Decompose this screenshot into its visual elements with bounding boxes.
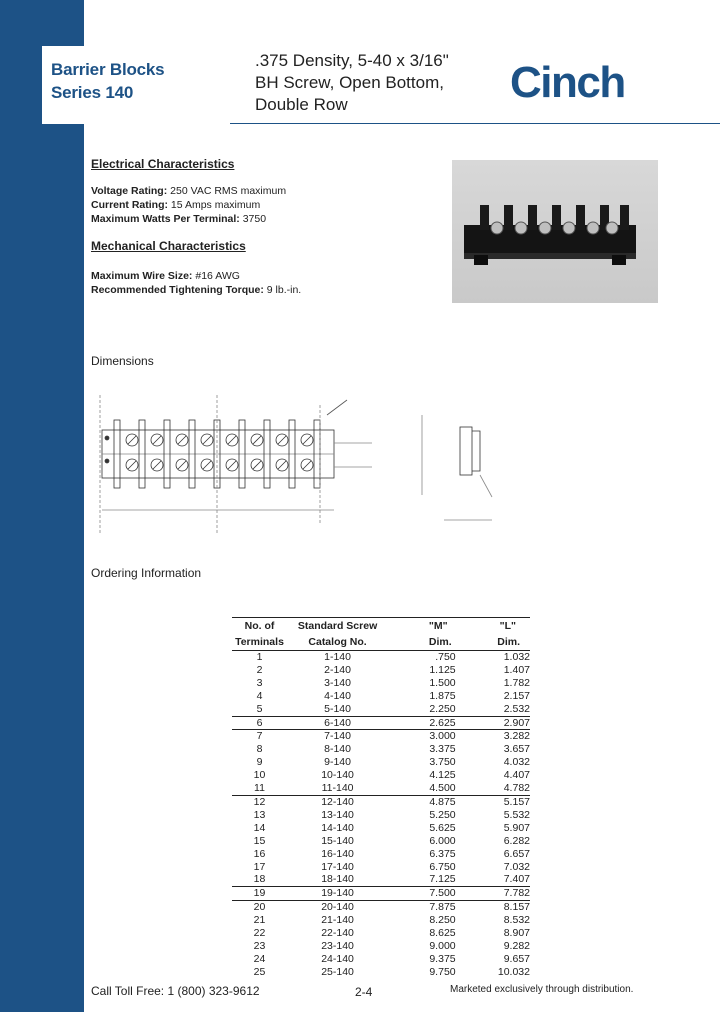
cell-catalog-no: 10-140 [321, 769, 354, 782]
cell-catalog-no: 17-140 [321, 860, 354, 873]
dimensions-heading: Dimensions [91, 354, 154, 368]
cell-l-dim: 4.407 [503, 769, 530, 782]
cell-m-dim: 5.250 [429, 808, 456, 821]
cell-m-dim: 3.000 [388, 730, 462, 743]
cell-terminals: 14 [253, 821, 266, 834]
series-title: Series 140 [51, 83, 134, 102]
col-header-l: "L" [462, 618, 530, 635]
table-row [232, 940, 530, 953]
cell-catalog-no: 23-140 [321, 939, 354, 952]
table-header-row [232, 618, 530, 635]
cell-m-dim: 6.000 [429, 834, 456, 847]
table-row [232, 730, 530, 743]
cell-m-dim: 6.375 [429, 847, 456, 860]
cell-m-dim: 4.875 [388, 795, 462, 808]
dimension-drawing-svg [92, 385, 512, 550]
cell-m-dim: 8.250 [429, 914, 456, 927]
electrical-heading: Electrical Characteristics [91, 157, 235, 171]
cell-terminals: 22 [253, 927, 266, 940]
brand-sidebar [0, 0, 84, 1012]
cell-catalog-no: 22-140 [321, 927, 354, 940]
cell-l-dim: 9.657 [503, 952, 530, 965]
cell-catalog-no: 13-140 [321, 808, 354, 821]
header-rule [230, 123, 720, 124]
subtitle-line-2: BH Screw, Open Bottom, [255, 73, 444, 92]
spec-voltage [91, 185, 286, 197]
table-row [232, 677, 530, 690]
cell-l-dim: 3.657 [503, 743, 530, 756]
subtitle-line-3: Double Row [255, 95, 348, 114]
cell-l-dim: 2.157 [503, 689, 530, 702]
cell-catalog-no: 25-140 [321, 965, 354, 978]
cell-terminals: 10 [253, 769, 266, 782]
table-row [232, 809, 530, 822]
cell-terminals: 7 [232, 730, 287, 743]
cell-m-dim: 1.125 [429, 663, 456, 676]
spec-value: #16 AWG [195, 270, 240, 282]
cell-terminals: 23 [253, 939, 266, 952]
cell-terminals: 15 [253, 834, 266, 847]
spec-label: Voltage Rating: [91, 185, 168, 197]
cell-terminals: 20 [232, 901, 287, 914]
cell-terminals: 13 [253, 808, 266, 821]
cell-m-dim: 4.500 [429, 782, 456, 795]
cell-catalog-no: 24-140 [321, 952, 354, 965]
cell-catalog-no: 7-140 [287, 730, 388, 743]
table-row [232, 716, 530, 730]
table-row [232, 651, 530, 664]
table-row [232, 664, 530, 677]
cell-m-dim: 7.125 [429, 873, 456, 886]
cell-m-dim: 8.625 [429, 927, 456, 940]
cell-l-dim: 3.282 [462, 730, 530, 743]
cell-terminals: 19 [232, 887, 287, 901]
cell-terminals: 25 [253, 965, 266, 978]
spec-label: Maximum Wire Size: [91, 270, 193, 282]
table-row [232, 795, 530, 808]
cell-l-dim: 7.407 [503, 873, 530, 886]
cell-l-dim: 4.032 [503, 756, 530, 769]
cell-terminals: 5 [256, 702, 263, 715]
cell-l-dim: 1.407 [503, 663, 530, 676]
col-header-m: "M" [388, 618, 462, 635]
table-row [232, 914, 530, 927]
cell-terminals: 24 [253, 952, 266, 965]
cell-l-dim: 7.782 [462, 887, 530, 901]
cell-terminals: 11 [254, 782, 265, 795]
table-row [232, 769, 530, 782]
mechanical-heading: Mechanical Characteristics [91, 239, 246, 253]
cell-l-dim: 8.532 [503, 914, 530, 927]
cell-terminals: 12 [232, 795, 287, 808]
cell-m-dim: 2.250 [429, 702, 456, 715]
cell-m-dim: 9.000 [429, 939, 456, 952]
cell-m-dim: 6.750 [429, 860, 456, 873]
subtitle-line-1: .375 Density, 5-40 x 3/16" [255, 51, 449, 70]
col-header-terminals: No. of [232, 618, 287, 635]
table-row [232, 703, 530, 716]
ordering-table-wrap [232, 617, 530, 979]
cell-m-dim: 7.875 [388, 901, 462, 914]
cell-m-dim: 3.375 [429, 743, 456, 756]
spec-value: 3750 [242, 213, 267, 225]
cell-m-dim: 1.875 [429, 689, 456, 702]
cell-terminals: 16 [253, 847, 266, 860]
product-title: Barrier Blocks [51, 60, 165, 79]
cell-l-dim: 1.032 [462, 651, 530, 664]
spec-value: 9 lb.-in. [266, 284, 302, 296]
cell-l-dim: 4.782 [503, 782, 530, 795]
cell-catalog-no: 4-140 [324, 689, 351, 702]
table-row [232, 756, 530, 769]
table-row [232, 861, 530, 874]
cell-catalog-no: 19-140 [287, 887, 388, 901]
cell-l-dim: 6.657 [503, 847, 530, 860]
cell-terminals: 9 [256, 756, 263, 769]
spec-value: 250 VAC RMS maximum [170, 185, 287, 197]
cinch-logo: Cinch [510, 58, 625, 107]
col-header-catalog: Catalog No. [308, 636, 367, 648]
table-row [232, 901, 530, 914]
cell-l-dim: 7.032 [503, 860, 530, 873]
dimension-drawing [92, 385, 512, 550]
cell-l-dim: 8.907 [503, 927, 530, 940]
table-header-row [232, 634, 530, 651]
cell-catalog-no: 18-140 [321, 873, 354, 886]
cell-l-dim: 9.282 [503, 939, 530, 952]
cell-catalog-no: 5-140 [324, 702, 351, 715]
cell-terminals: 17 [253, 860, 266, 873]
table-row [232, 953, 530, 966]
col-header-terminals-2: Terminals [235, 636, 284, 648]
cell-catalog-no: 14-140 [321, 821, 354, 834]
spec-watts [91, 213, 266, 225]
table-row [232, 743, 530, 756]
table-row [232, 887, 530, 901]
cell-catalog-no: 11-140 [321, 782, 354, 795]
spec-wire-size [91, 270, 240, 282]
cell-l-dim: 5.157 [462, 795, 530, 808]
cell-terminals: 6 [232, 716, 287, 730]
spec-value: 15 Amps maximum [170, 199, 261, 211]
spec-label: Maximum Watts Per Terminal: [91, 213, 240, 225]
table-row [232, 966, 530, 979]
col-header-l-dim: Dim. [497, 636, 520, 648]
table-row [232, 848, 530, 861]
ordering-table-body [232, 651, 530, 979]
cell-catalog-no: 20-140 [287, 901, 388, 914]
cell-l-dim: 1.782 [503, 676, 530, 689]
cell-l-dim: 2.532 [503, 702, 530, 715]
cell-terminals: 8 [256, 743, 263, 756]
cell-m-dim: 7.500 [388, 887, 462, 901]
table-row [232, 782, 530, 795]
cell-terminals: 3 [256, 676, 263, 689]
table-row [232, 927, 530, 940]
table-row [232, 822, 530, 835]
cell-terminals: 4 [256, 689, 263, 702]
cell-terminals: 21 [253, 914, 266, 927]
cell-catalog-no: 1-140 [287, 651, 388, 664]
cell-l-dim: 5.532 [503, 808, 530, 821]
product-subtitle [255, 50, 449, 116]
table-row [232, 690, 530, 703]
cell-m-dim: 5.625 [429, 821, 456, 834]
cell-m-dim: .750 [388, 651, 462, 664]
cell-l-dim: 10.032 [497, 965, 530, 978]
cell-catalog-no: 12-140 [287, 795, 388, 808]
cell-l-dim: 2.907 [462, 716, 530, 730]
cell-catalog-no: 8-140 [324, 743, 351, 756]
distribution-note: Marketed exclusively through distribution. [450, 984, 634, 995]
cell-catalog-no: 15-140 [321, 834, 354, 847]
barrier-block-illustration [452, 160, 658, 303]
cell-l-dim: 6.282 [503, 834, 530, 847]
cell-catalog-no: 6-140 [287, 716, 388, 730]
cell-terminals: 1 [232, 651, 287, 664]
cell-m-dim: 9.375 [429, 952, 456, 965]
cell-terminals: 2 [256, 663, 263, 676]
cell-m-dim: 1.500 [429, 676, 456, 689]
title-box [42, 46, 230, 124]
ordering-table [232, 617, 530, 979]
table-row [232, 873, 530, 886]
col-header-screw: Standard Screw [287, 618, 388, 635]
spec-label: Current Rating: [91, 199, 168, 211]
product-photo [452, 160, 658, 303]
cell-m-dim: 2.625 [388, 716, 462, 730]
spec-torque [91, 284, 301, 296]
cell-l-dim: 8.157 [462, 901, 530, 914]
cell-m-dim: 9.750 [429, 965, 456, 978]
cell-catalog-no: 3-140 [324, 676, 351, 689]
cell-m-dim: 3.750 [429, 756, 456, 769]
page-number: 2-4 [355, 985, 373, 999]
spec-current [91, 199, 260, 211]
table-row [232, 835, 530, 848]
cell-catalog-no: 9-140 [324, 756, 351, 769]
ordering-heading: Ordering Information [91, 566, 202, 580]
spec-label: Recommended Tightening Torque: [91, 284, 264, 296]
col-header-m-dim: Dim. [428, 636, 452, 648]
cell-catalog-no: 21-140 [321, 914, 354, 927]
cell-catalog-no: 2-140 [324, 663, 351, 676]
cell-terminals: 18 [253, 873, 266, 886]
cell-l-dim: 5.907 [503, 821, 530, 834]
toll-free-number: Call Toll Free: 1 (800) 323-9612 [91, 984, 260, 998]
cell-m-dim: 4.125 [429, 769, 456, 782]
cell-catalog-no: 16-140 [321, 847, 354, 860]
